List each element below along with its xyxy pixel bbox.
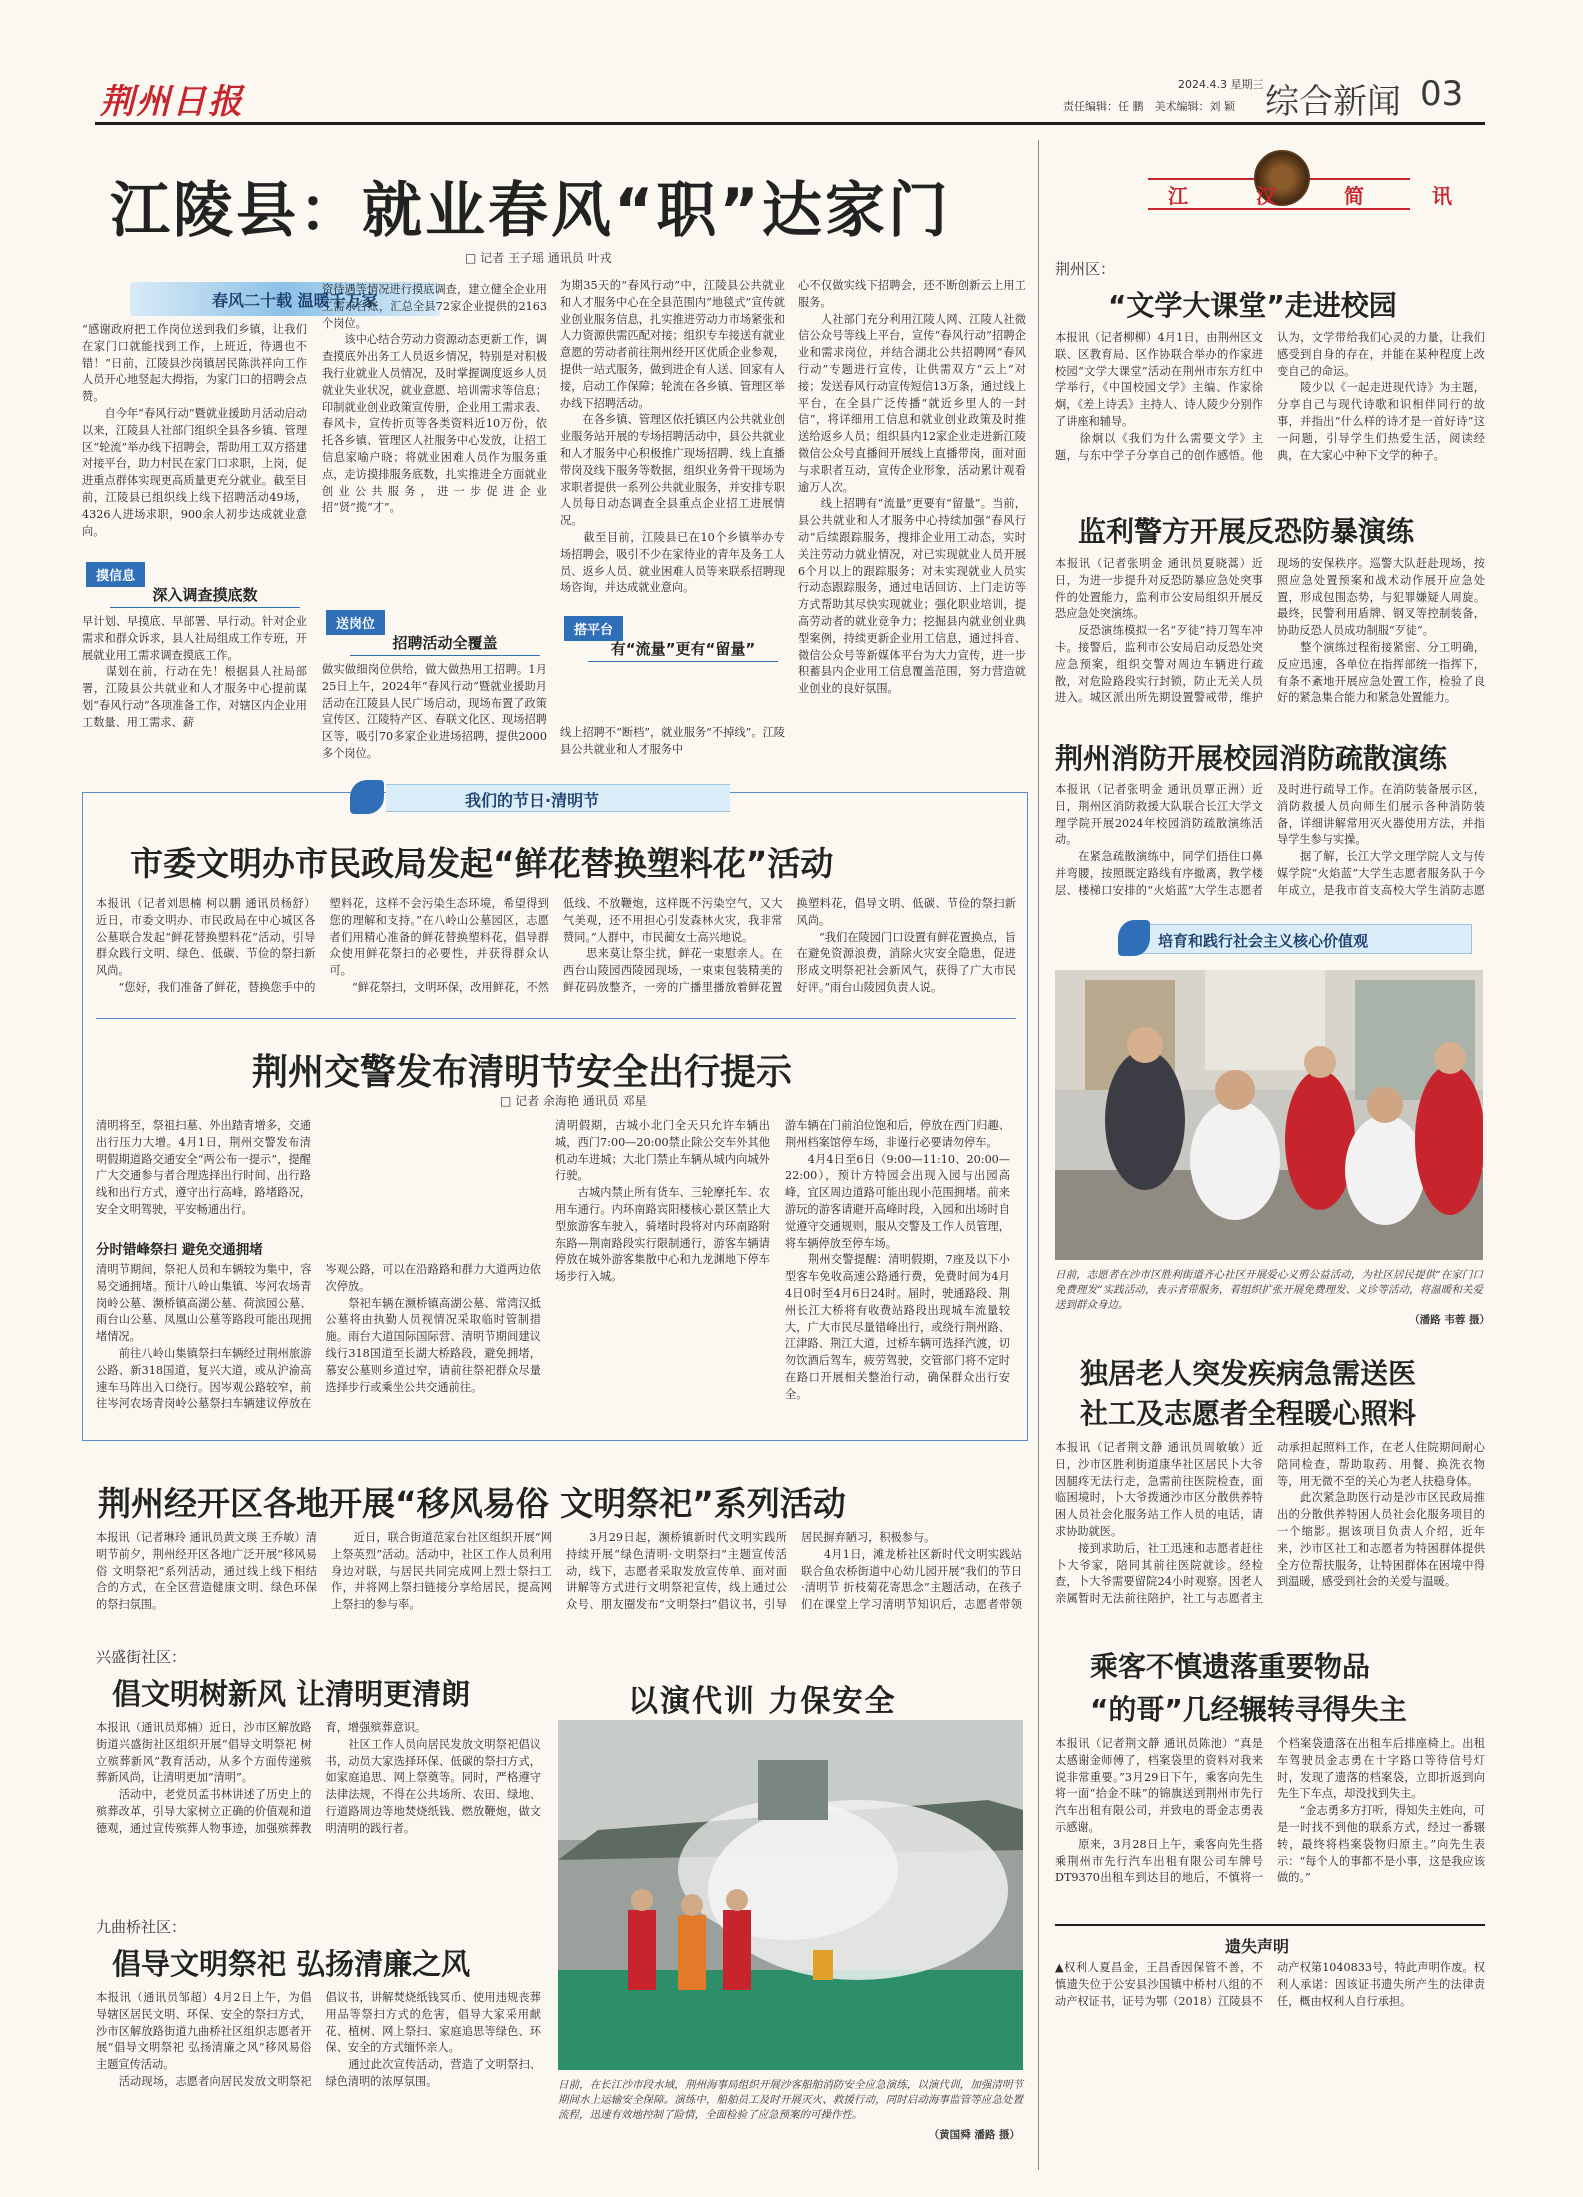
issue-date: 2024.4.3 星期三 — [1178, 78, 1264, 91]
brief1-location: 荆州区： — [1055, 260, 1116, 278]
qingming-banner — [350, 780, 730, 814]
qingming-divider — [96, 1018, 1016, 1019]
drill-credit: （黄国舜 潘路 摄） — [928, 2129, 1020, 2141]
lead-col1b: 早计划、早摸底、早部署、早行动。针对企业需求和群众诉求，县人社局组成工作专班，开展就业用工需求调查摸底工作。 谋划在前，行动在先！根据县人社局部署，江陵县公共就业和人才服务中心提前谋划“春风行动”各项准备工作，对辖区内企业用工数量、用工需求、薪 — [82, 615, 307, 729]
flower-title: 市委文明办市民政局发起“鲜花替换塑料花”活动 — [130, 844, 834, 883]
core-tag-text: 培育和践行社会主义核心价值观 — [1158, 932, 1369, 950]
drill-title: 以演代训 力保安全 — [628, 1684, 897, 1719]
sub2-title: 招聘活动全覆盖 — [350, 632, 540, 656]
sub1-title: 深入调查摸底数 — [110, 584, 300, 608]
badge-text: 江汉简讯 — [1168, 184, 1520, 208]
lead-headline: 江陵县：就业春风“职”达家门 — [110, 176, 951, 246]
brief3-title: 荆州消防开展校园消防疏散演练 — [1055, 742, 1448, 775]
jiuqu-text: 本报讯（通讯员邹超）4月2日上午，为倡导辖区居民文明、环保、安全的祭扫方式，沙市区解放路街道九曲桥社区组织志愿者开展“倡导文明祭祀 弘扬清廉之风”移风易俗主题宣传活动。 活动现场，志愿者向居民发放文明祭祀倡议书，讲解焚烧纸钱冥币、使用违规丧葬用品等祭扫方式的危害，倡导大家采用献花、植树、网上祭扫、家庭追思等绿色、环保、安全的方式缅怀亲人。 通过此次宣传活动，营造了文明祭扫、绿色清明的浓厚氛围。 — [96, 1991, 541, 2088]
yifeng-text: 本报讯（记者琳玲 通讯员黄文瑛 王乔敏）清明节前夕，荆州经开区各地广泛开展“移风易俗 文明祭祀”系列活动，通过线上线下相结合的方式，在全区营造健康文明、绿色环保的祭扫氛围。 近日，联合街道范家台社区组织开展“网上祭英烈”活动。活动中，社区工作人员利用身边对联，与居民共同完成网上烈士祭扫工作，并将网上祭扫链接分享给居民，提高网上祭扫的参与率。 3月29日起，濒桥镇新时代文明实践所持续开展“绿色清明·文明祭扫”主题宣传活动，线下，志愿者采取发放宣传单、面对面讲解等方式进行文明祭祀宣传，线上通过公众号、朋友圈发布“文明祭扫”倡议书，引导居民摒弃陋习，积极参与。 4月1日，滩龙桥社区新时代文明实践站联合鱼农桥街道中心幼儿园开展“我们的节日·清明节 折枝菊花寄思念”主题活动，在孩子们在课堂上学习清明节知识后，志愿者带领 — [96, 1531, 1022, 1612]
qingming-banner-icon — [350, 780, 384, 814]
lead-col2: 资待遇等情况进行摸底调查，建立健全企业用工需求台账，汇总全县72家企业提供的2163个岗位。 该中心结合劳动力资源动态更新工作，调查摸底外出务工人员返乡情况，特别是对积极我行业就业人员情况，及时掌握调度返乡人员就业失业状况，就业意愿、培训需求等信息；印制就业创业政策宣传册，企业用工需求表、春风卡，宣传折页等各类资料近10万份，依托各乡镇、管理区人社服务中心发放，让招工信息家喻户晓；将就业困难人员作为服务重点，走访摸排服务底数，扎实推进全方面就业创业公共服务，进一步促进企业招“贤”揽“才”。 — [322, 283, 547, 515]
xingsheng-title: 倡文明树新风 让清明更清朗 — [112, 1677, 471, 1711]
qingming-banner-text: 我们的节日·清明节 — [465, 791, 600, 810]
jiuqu-title: 倡导文明祭祀 弘扬清廉之风 — [112, 1947, 471, 1981]
haircut-photo-svg — [1055, 970, 1483, 1260]
drill-photo — [558, 1720, 1023, 2070]
haircut-caption: 日前，志愿者在沙市区胜利街道齐心社区开展爱心义剪公益活动，为社区居民提供“在家门口免费理发”实践活动，表示者带服务，着组织扩张开展免费理发、义诊等活动，将温暖和关爱送到群众身边。 — [1055, 1269, 1483, 1311]
newspaper-logo: 荆州日报 — [100, 82, 244, 122]
lead-col3: 为期35天的“春风行动”中，江陵县公共就业和人才服务中心在全县范围内“地毯式”宣传就业创业服务信息，扎实推进劳动力市场紧张和人力资源供需匹配对接；组织专车接送有就业意愿的劳动者前往荆州经开区优质企业参观，提供一站式服务，做到进企有人送、回家有人接，启动工作保障；轮流在各乡镇、管理区举办线下招聘活动。 在各乡镇、管理区依托镇区内公共就业创业服务站开展的专场招聘活动中，县公共就业和人才服务中心积极推广现场招聘、线上直播带岗及线下服务等数据，组织业务骨干现场为求职者提供一系列公共就业服务，并安排专职人员每日动态调查全县重点企业招工进展情况。 截至目前，江陵县已在10个乡镇举办专场招聘会，吸引不少在家待业的青年及务工人员、返乡人员、就业困难人员等来联系招聘现场咨询，并达成就业意向。 — [560, 279, 785, 595]
lead-col1: “感谢政府把工作岗位送到我们乡镇，让我们在家门口就能找到工作，上班近，待遇也不错！”日前，江陵县沙岗镇居民陈洪祥向工作人员开心地竖起大拇指，为家门口的招聘会点赞。 自今年“春风行动”暨就业援助月活动启动以来，江陵县人社部门组织全县各乡镇、管理区“轮流”举办线下招聘会，帮助用工双方搭建对接平台，助力村民在家门口求职，上岗，促进重点群体实现更高质量更充分就业。截至目前，江陵县已组织线上线下招聘活动49场，4326人进场求职，900余人初步达成就业意向。 — [82, 323, 307, 538]
brief2-title: 监利警方开展反恐防暴演练 — [1078, 515, 1415, 548]
lead-byline: □ 记者 王子瑶 通讯员 叶戎 — [465, 251, 612, 265]
taxi-title-1: 乘客不慎遗落重要物品 — [1090, 1650, 1371, 1683]
core-values-tag — [1140, 920, 1470, 960]
traffic-intro: 清明将至，祭祖扫墓、外出踏青增多，交通出行压力大增。4月1日，荆州交警发布清明假期道路交通安全“两公布一提示”，提醒广大交通参与者合理选择出行时间、出行路线和出行方式，遵守出行高峰，路堵路况，安全文明驾驶，平安畅通出行。 — [96, 1119, 311, 1216]
core-tag-icon — [1118, 920, 1150, 956]
banner-text: 春风二十载 温暖千万家 — [212, 291, 378, 310]
jiuqu-location: 九曲桥社区： — [96, 1918, 187, 1936]
page-number: 03 — [1420, 74, 1464, 114]
lead-col3b: 线上招聘不“断档”，就业服务“不掉线”。江陵县公共就业和人才服务中 — [560, 726, 785, 756]
lost-text: ▲权利人夏昌金，王昌香因保管不善，不慎遗失位于公安县沙国镇中桥村八组的不动产权证书，证号为鄂（2018）江陵县不动产权第1040833号，特此声明作废。权利人承诺：因该证书遗失所产生的法律责任，概由权利人自行承担。 — [1055, 1961, 1485, 2008]
drill-caption: 日前，在长江沙市段水域，荆州海事局组织开展沙客船舶消防安全应急演练，以演代训，加强清明节期间水上运输安全保障。演练中，船舶员工及时开展灭火、救援行动，同时启动海事监管等应急处置流程，迅速有效地控制了险情，全面检验了应急预案的可操作性。 — [558, 2079, 1023, 2121]
lead-sub3 — [560, 616, 785, 660]
traffic-byline: □ 记者 余海艳 通讯员 邓星 — [500, 1094, 647, 1108]
xingsheng-location: 兴盛街社区： — [96, 1648, 187, 1666]
masthead — [0, 0, 1583, 125]
lead-col4: 心不仅做实线下招聘会，还不断创新云上用工服务。 人社部门充分利用江陵人网、江陵人社微信公众号等线上平台，宣传“春风行动”招聘企业和需求岗位，并结合湖北公共招聘网“春风行动”专题进行宣传，让供需双方“云上”对接；发送春风行动宣传短信13万条，通过线上平台，在全县广泛传播“就近乡里人的一封信”，将详细用工信息和就业创业政策及时推送给返乡人员；组织县内12家企业走进新江陵微信公众号直播间开展线上直播带岗，面对面与求职者互动，宣传企业形象，活动累计观看逾万人次。 线上招聘有“流量”更要有“留量”。当前，县公共就业和人才服务中心持续加强“春风行动”后续跟踪服务，搜排企业用工动态，实时关注劳动力就业情况，对已实现就业人员开展6个月以上的跟踪服务；对未实现就业人员实行动态跟踪服务，通过电话回访、上门走访等方式帮助其尽快实现就业；强化职业培训，提高劳动者的就业竞争力；挖掘县内就业创业典型案例，持续更新企业用工信息，通过抖音、微信公众号等新媒体平台为大力宣传，进一步积蓄县内企业用工信息覆盖范围，努力营造就业创业的良好氛围。 — [798, 279, 1026, 696]
xingsheng-text: 本报讯（通讯员郑楠）近日，沙市区解放路街道兴盛街社区组织开展“倡导文明祭祀 树立殡葬新风”教育活动，从多个方面传递殡葬新风尚，让清明更加“清明”。 活动中，老党员孟书林讲述了历史上的殡葬改革，引导大家树立正确的价值观和道德观，通过宣传殡葬人物事迹，加强殡葬教育，增强殡葬意识。 社区工作人员向居民发放文明祭祀倡议书，动员大家选择环保、低碳的祭扫方式，如家庭追思、网上祭奠等。同时，严格遵守法律法规，不得在公共场所、农田、绿地、行道路周边等地焚烧纸钱、燃放鞭炮，做文明清明的践行者。 — [96, 1721, 541, 1835]
brief1-title: “文学大课堂”走进校园 — [1108, 289, 1397, 322]
brief1-text: 本报讯（记者柳柳）4月1日，由荆州区文联、区教育局、区作协联合举办的作家进校园“文学大课堂”活动在荆州市东方红中学举行，《中国校园文学》主编、作家徐炯，《差上诗丢》主持人、诗人陵少分别作了讲座和辅导。 徐炯以《我们为什么需要文学》主题，与东中学子分享自己的创作感悟。他认为，文学带给我们心灵的力量，让我们感受到自身的存在，并能在某种程度上改变自己的命运。 陵少以《一起走进现代诗》为主题，分享自己与现代诗歌和识相伴同行的故事，并指出“什么样的诗才是一首好诗”这一问题，引导学生们热爱生活，阅读经典，在大家心中种下文学的种子。 — [1055, 331, 1485, 462]
haircut-photo — [1055, 970, 1483, 1260]
lead-sub1 — [82, 562, 307, 606]
editor-credits: 责任编辑：任 鹏 美术编辑：刘 颖 — [1063, 100, 1235, 113]
lost-title: 遗失声明 — [1225, 1937, 1290, 1956]
traffic-text2: 清明节期间，祭祀人员和车辆较为集中，容易交通拥堵。预计八岭山集镇、岑河农场青岗岭公墓、濒桥镇高湖公墓、荷滨园公墓、雨台山公墓、凤凰山公墓等路段可能出现拥堵情况。 前往八岭山集镇祭扫车辆经过荆州旅游公路、新318国道，复兴大道，或从沪渝高速车马阵出入口绕行。因岑观公路较窄，前往岑河农场青岗岭公墓祭扫车辆建议停放在岑观公路，可以在沿路路和群力大道两边依次停放。 祭祀车辆在濒桥镇高湖公墓、常湾汉抵公墓将由执勤人员视情况采取临时管制措施。雨台大道国际国际营、清明节期间建议线行318国道至长湖大桥路段，避免拥堵，慕安公墓则乡道过窄，请前往祭祀群众尽量选择步行或乘坐公共交通前往。 — [96, 1263, 541, 1411]
lost-notice — [1055, 1924, 1485, 2054]
brief3-text: 本报讯（记者张明金 通讯员覃正洲）近日，荆州区消防救援大队联合长江大学文理学院开展2024年校园消防疏散演练活动。 在紧急疏散演练中，同学们捂住口鼻并弯腰，按照既定路线有序撤离，教学楼层、楼梯口安排的“火焰蓝”大学生志愿者及时进行疏导工作。在消防装备展示区，消防救援人员向师生们展示各种消防装备，详细讲解常用灭火器使用方法，并指导学生参与实操。 据了解，长江大学文理学院人文与传媒学院“火焰蓝”大学生志愿者服务队于今年成立，是我市首支高校大学生消防志愿 — [1055, 783, 1485, 897]
elderly-title-2: 社工及志愿者全程暖心照料 — [1080, 1397, 1417, 1430]
traffic-text3: 清明假期，古城小北门全天只允许车辆出城，西门7:00—20:00禁止除公交车外其他机动车进城；大北门禁止车辆从城内向城外行驶。 古城内禁止所有货车、三轮摩托车、农用车通行。内环南路宾阳楼核心景区禁止大型旅游客车驶入，骑堵时段将对内环南路附东路—荆南路段实行限制通行，游客车辆请停放在城外游客集散中心和九龙渊地下停车场步行入城。 — [555, 1119, 770, 1284]
brief2-text: 本报讯（记者张明金 通讯员夏晓蒿）近日，为进一步提升对反恐防暴应急处突事件的处置能力，监利市公安局组织开展反恐应急处突演练。 反恐演练模拟一名“歹徒”持刀驾车冲卡。接警后，监利市公安局启动反恐处突应急预案，组织交警对周边车辆进行疏散，对危险路段实行封锁，防止无关人员进入。城区派出所先期设置警戒带，维护现场的安保秩序。巡警大队赶赴现场，按照应急处置预案和战术动作展开应急处置，形成包围态势，与犯罪嫌疑人周旋。最终，民警利用盾牌、钢叉等控制装备，协助反恐人员成功制服“歹徒”。 整个演练过程衔接紧密、分工明确，反应迅速，各单位在指挥部统一指挥下，有条不紊地开展应急处置工作，检验了良好的紧急集合能力和紧急处置能力。 — [1055, 557, 1485, 705]
taxi-text: 本报讯（记者荆文静 通讯员陈池）“真是太感谢金师傅了，档案袋里的资料对我来说非常重要。”3月29日下午，乘客向先生将一面“拾金不昧”的锦旗送到荆州市先行汽车出租有限公司，并致电的哥金志勇表示感谢。 原来，3月28日上午，乘客向先生搭乘荆州市先行汽车出租有限公司车牌号DT9370出租车到达目的地后，不慎将一个档案袋遗落在出租车后排座椅上。出租车驾驶员金志勇在十字路口等待信号灯时，发现了遗落的档案袋，立即折返到向先生下车点，却没找到失主。 “金志勇多方打听，得知失主姓向，可是一时找不到他的联系方式，经过一番辗转，最终将档案袋物归原主。”向先生表示：“每个人的事都不是小事，这是我应该做的。” — [1055, 1737, 1485, 1885]
flower-text: 本报讯（记者刘思楠 柯以鹏 通讯员杨舒）近日，市委文明办、市民政局在中心城区各公墓联合发起“鲜花替换塑料花”活动，引导群众践行文明、绿色、低碳、节俭的祭扫新风尚。 “您好，我们准备了鲜花，替换您手中的塑料花，这样不会污染生态环境，希望得到您的理解和支持。”在八岭山公墓园区，志愿者们用精心准备的鲜花替换塑料花，倡导群众使用鲜花祭扫的必要性，并获得群众认可。 “鲜花祭扫，文明环保，改用鲜花，不然低线、不放鞭炮，这样既不污染空气，又大气美观，还不用担心引发森林火灾，我非常赞同。”人群中，市民蔺女士高兴地说。 思来莫让祭尘扰，鲜花一束慰亲人。在西台山陵园西陵园现场，一束束包装精美的鲜花码放整齐，一旁的广播里播放着鲜花置换塑料花，倡导文明、低碳、节俭的祭扫新风尚。 “我们在陵园门口设置有鲜花置换点，旨在避免资源浪费，消除火灾安全隐患，促进形成文明祭祀社会新风气，获得了广大市民好评。”雨台山陵园负责人说。 — [96, 897, 1016, 994]
elderly-text: 本报讯（记者荆文静 通讯员周敏敏）近日，沙市区胜利街道康华社区居民卜大爷因腿疼无法行走，急需前往医院检查，面临困境时，卜大爷拨通沙市区分散供养特困人员社会化服务站工作人员的电话，请求协助就医。 接到求助后，社工迅速和志愿者赶往卜大爷家，陪同其前往医院就诊。经检查，卜大爷需要留院24小时观察。因老人亲属暂时无法前往陪护，社工与志愿者主动承担起照料工作，在老人住院期间耐心陪同检查，帮助取药、用餐、换洗衣物等，用无微不至的关心为老人扶稳身体。 此次紧急助医行动是沙市区民政局推出的分散供养特困人员社会化服务项目的一个缩影。据该项目负责人介绍，近年来，沙市区社工和志愿者为特困群体提供全方位帮扶服务，让特困群体在困境中得到温暖，感受到社会的关爱与温暖。 — [1055, 1441, 1485, 1606]
traffic-text5: 游车辆在门前泊位饱和后，停放在西门归趣、荆州档案馆停车场，非谨行必要请勿停车。 4月4日至6日（9:00—11:10、20:00—22:00），预计方特园会出现入园与出园高峰，宜区周边道路可能出现小范围拥堵。前来游玩的游客请避开高峰时段，入园和出场时自觉遵守交通规则，服从交警及工作人员管理，将车辆停放至停车场。 荆州交警提醒：清明假期，7座及以下小型客车免收高速公路通行费，免费时间为4月4日0时至4月6日24时。届时，驶通路段、荆州长江大桥将有收费站路段出现城车流量较大，广大市民尽量错峰出行，或绕行荆州路、江津路、荆江大道，过桥车辆可选择汽渡，切勿饮酒后驾车，疲劳驾驶，交管部门将不定时在路口开展相关整治行动，确保群众出行安全。 — [785, 1119, 1010, 1401]
taxi-title-2: “的哥”几经辗转寻得失主 — [1090, 1693, 1407, 1726]
traffic-sub1: 分时错峰祭扫 避免交通拥堵 — [96, 1242, 263, 1258]
traffic-title: 荆州交警发布清明节安全出行提示 — [252, 1052, 793, 1093]
sub3-title: 有“流量”更有“留量” — [588, 638, 778, 662]
haircut-credit: （潘路 韦蓉 摄） — [1409, 1314, 1490, 1326]
sub2-tag: 送岗位 — [326, 610, 385, 635]
yifeng-title: 荆州经开区各地开展“移风易俗 文明祭祀”系列活动 — [98, 1484, 846, 1523]
column-divider — [1038, 140, 1039, 2170]
elderly-title-1: 独居老人突发疾病急需送医 — [1080, 1357, 1417, 1390]
sub3-tag: 搭平台 — [564, 616, 623, 641]
lead-sub2 — [322, 610, 547, 654]
section-name: 综合新闻 — [1265, 82, 1401, 122]
drill-photo-svg — [558, 1720, 1023, 2070]
jianghan-badge — [1148, 150, 1520, 216]
lead-col2b: 做实做细岗位供给，做大做热用工招聘。1月25日上午，2024年“春风行动”暨就业援助月活动在江陵县人民广场启动，现场布置了政策宣传区、江陵特产区、春联文化区、现场招聘区等，吸引70多家企业进场招聘，提供2000多个岗位。 — [322, 663, 547, 760]
masthead-rule — [95, 122, 1485, 125]
sub1-tag: 摸信息 — [86, 562, 145, 587]
